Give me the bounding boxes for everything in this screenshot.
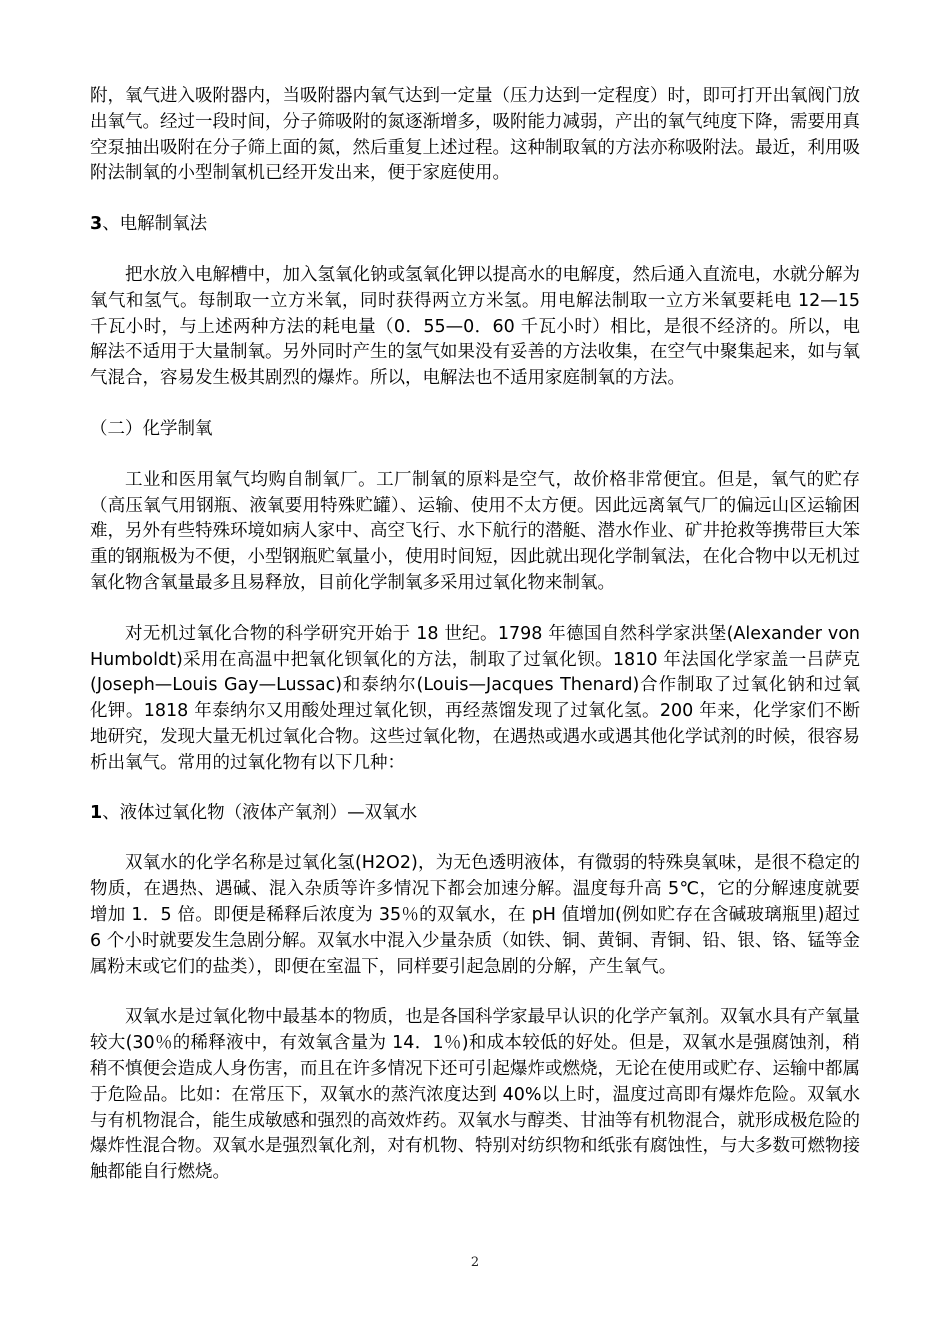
- heading-number: 3: [90, 214, 103, 235]
- page-number: 2: [470, 1255, 480, 1270]
- heading-liquid-peroxide: [90, 801, 860, 827]
- paragraph-chemical-intro: 工业和医用氧气均购自制氧厂。工厂制氧的原料是空气，故价格非常便宜。但是，氧气的贮存（高压氧气用钢瓶、液氧要用特殊贮罐）、运输、使用不太方便。因此远离氧气厂的偏远山区运输困难，另外有些特殊环境如病人家中、高空飞行、水下航行的潜艇、潜水作业、矿井抢救等携带巨大笨重的钢瓶极为不便，小型钢瓶贮氧量小，使用时间短，因此就出现化学制氧法，在化合物中以无机过氧化物含氧量最多且易释放，目前化学制氧多采用过氧化物来制氧。: [90, 469, 860, 593]
- document-page: [90, 84, 860, 1186]
- paragraph-adsorption-continued: 附，氧气进入吸附器内，当吸附器内氧气达到一定量（压力达到一定程度）时，即可打开出氧阀门放出氧气。经过一段时间，分子筛吸附的氮逐渐增多，吸附能力减弱，产出的氧气纯度下降，需要用真空泵抽出吸附在分子筛上面的氮，然后重复上述过程。这种制取氧的方法亦称吸附法。最近，利用吸附法制氧的小型制氧机已经开发出来，便于家庭使用。: [90, 86, 860, 184]
- heading-number: 1: [90, 802, 103, 823]
- spacer: [90, 980, 860, 1005]
- heading-text: 、电解制氧法: [102, 214, 208, 235]
- spacer: [90, 777, 860, 801]
- paragraph-hydrogen-peroxide-properties: 双氧水的化学名称是过氧化氢(H2O2)，为无色透明液体，有微弱的特殊臭氧味，是很不稳定的物质，在遇热、遇碱、混入杂质等许多情况下都会加速分解。温度每升高 5℃，它的分解速度就要增加 1．5 倍。即便是稀释后浓度为 35％的双氧水，在 pH 值增加(例如贮存在含碱玻璃瓶里)超过 6 个小时就要发生急剧分解。双氧水中混入少量杂质（如铁、铜、黄铜、青铜、铅、银、铬、锰等金属粉末或它们的盐类），即便在室温下，同样要引起急剧的分解，产生氧气。: [90, 853, 860, 977]
- paragraph-peroxide-history: 对无机过氧化合物的科学研究开始于 18 世纪。1798 年德国自然科学家洪堡(Alexander von Humboldt)采用在高温中把氧化钡氧化的方法，制取了过氧化钡。1810 年法国化学家盖一吕萨克(Joseph—Louis Gay—Lussac)和泰纳尔(Louis—Jacques Thenard)合作制取了过氧化钠和过氧化钾。1818 年泰纳尔又用酸处理过氧化钡，再经蒸馏发现了过氧化氢。200 年来，化学家们不断地研究，发现大量无机过氧化合物。这些过氧化物，在遇热或遇水或遇其他化学试剂的时候，很容易析出氧气。常用的过氧化物有以下几种：: [90, 623, 860, 773]
- spacer: [90, 392, 860, 417]
- spacer: [90, 443, 860, 468]
- heading-electrolysis: [90, 212, 860, 238]
- spacer: [90, 826, 860, 851]
- heading-text: 、液体过氧化物（液体产氧剂）—双氧水: [102, 802, 418, 823]
- heading-chemical-oxygen: （二）化学制氧: [90, 418, 213, 439]
- spacer: [90, 187, 860, 212]
- paragraph-hydrogen-peroxide-hazards: 双氧水是过氧化物中最基本的物质，也是各国科学家最早认识的化学产氧剂。双氧水具有产氧量较大(30％的稀释液中，有效氧含量为 14．1％)和成本较低的好处。但是，双氧水是强腐蚀剂，稍稍不慎便会造成人身伤害，而且在许多情况下还可引起爆炸或燃烧，无论在使用或贮存、运输中都属于危险品。比如：在常压下，双氧水的蒸汽浓度达到 40%以上时，温度过高即有爆炸危险。双氧水与有机物混合，能生成敏感和强烈的高效炸药。双氧水与醇类、甘油等有机物混合，就形成极危险的爆炸性混合物。双氧水是强烈氧化剂，对有机物、特别对纺织物和纸张有腐蚀性，与大多数可燃物接触都能自行燃烧。: [90, 1007, 860, 1183]
- spacer: [90, 597, 860, 622]
- paragraph-electrolysis: 把水放入电解槽中，加入氢氧化钠或氢氧化钾以提高水的电解度，然后通入直流电，水就分解为氧气和氢气。每制取一立方米氧，同时获得两立方米氢。用电解法制取一立方米氧要耗电 12—15 千瓦小时，与上述两种方法的耗电量（0．55—0．60 千瓦小时）相比，是很不经济的。所以，电解法不适用于大量制氧。另外同时产生的氢气如果没有妥善的方法收集，在空气中聚集起来，如与氧气混合，容易发生极其剧烈的爆炸。所以，电解法也不适用家庭制氧的方法。: [90, 264, 860, 389]
- spacer: [90, 238, 860, 263]
